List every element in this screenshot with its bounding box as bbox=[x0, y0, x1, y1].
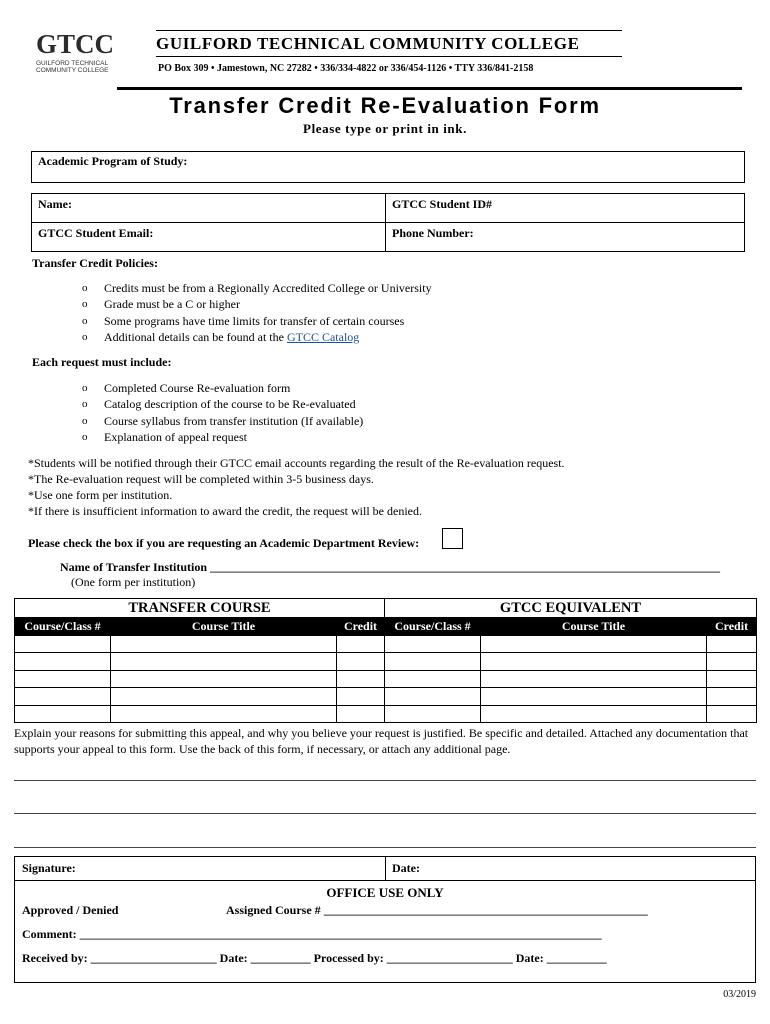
comment-row bbox=[22, 927, 602, 942]
received-by-input[interactable]: _____________________ bbox=[90, 951, 217, 965]
form-revision-date: 03/2019 bbox=[723, 989, 756, 1000]
signature-field[interactable]: Signature: bbox=[22, 861, 76, 875]
header-mid-rule bbox=[156, 56, 622, 57]
explain-line[interactable] bbox=[14, 780, 756, 781]
course-cell[interactable] bbox=[337, 705, 385, 723]
course-row bbox=[15, 688, 757, 706]
institution-input[interactable]: _____________________________________________________________________________________ bbox=[210, 560, 720, 574]
course-cell[interactable] bbox=[707, 705, 757, 723]
processed-by-input[interactable]: _____________________ bbox=[386, 951, 513, 965]
student-info-grid bbox=[31, 193, 745, 252]
col-header: Course/Class # bbox=[385, 618, 481, 636]
course-cell[interactable] bbox=[15, 635, 111, 653]
requirements-heading: Each request must include: bbox=[32, 355, 172, 369]
requirements-list bbox=[82, 380, 363, 445]
course-cell[interactable] bbox=[337, 688, 385, 706]
requirement-item: o Course syllabus from transfer institution (If available) bbox=[82, 413, 363, 429]
explain-line[interactable] bbox=[14, 813, 756, 814]
col-header: Course Title bbox=[111, 618, 337, 636]
note-line: *The Re-evaluation request will be completed within 3-5 business days. bbox=[28, 472, 374, 486]
course-row bbox=[15, 635, 757, 653]
notes-block bbox=[28, 455, 565, 519]
sig-col-divider bbox=[385, 857, 386, 880]
course-cell[interactable] bbox=[385, 653, 481, 671]
col-header: Course/Class # bbox=[15, 618, 111, 636]
policy-item: o Grade must be a C or higher bbox=[82, 296, 432, 312]
course-cell[interactable] bbox=[385, 670, 481, 688]
date-field[interactable]: Date: bbox=[392, 861, 420, 875]
course-cell[interactable] bbox=[481, 635, 707, 653]
name-field[interactable]: Name: bbox=[38, 197, 72, 211]
course-cell[interactable] bbox=[111, 670, 337, 688]
received-processed-row bbox=[22, 951, 607, 966]
sig-row-divider bbox=[15, 880, 755, 881]
policies-heading: Transfer Credit Policies: bbox=[32, 256, 158, 270]
policy-item: o Credits must be from a Regionally Accredited College or University bbox=[82, 280, 432, 296]
dept-review-checkbox[interactable] bbox=[442, 528, 463, 549]
received-date-input[interactable]: __________ bbox=[250, 951, 311, 965]
signature-office-box bbox=[14, 856, 756, 983]
course-cell[interactable] bbox=[481, 653, 707, 671]
course-row bbox=[15, 670, 757, 688]
course-cell[interactable] bbox=[15, 705, 111, 723]
program-field[interactable] bbox=[31, 151, 745, 183]
dept-review-label: Please check the box if you are requesting an Academic Department Review: bbox=[28, 536, 420, 550]
explain-line[interactable] bbox=[14, 847, 756, 848]
form-subtitle: Please type or print in ink. bbox=[303, 121, 467, 136]
policy-item bbox=[82, 329, 432, 345]
course-cell[interactable] bbox=[15, 688, 111, 706]
requirement-item: o Explanation of appeal request bbox=[82, 429, 363, 445]
approved-denied-label[interactable]: Approved / Denied bbox=[22, 903, 119, 917]
gtcc-equivalent-heading: GTCC EQUIVALENT bbox=[385, 599, 757, 618]
requirement-item: o Completed Course Re-evaluation form bbox=[82, 380, 363, 396]
course-cell[interactable] bbox=[707, 635, 757, 653]
header-divider bbox=[117, 87, 742, 90]
logo-subtext-1: GUILFORD TECHNICAL bbox=[36, 60, 109, 67]
processed-date-input[interactable]: __________ bbox=[546, 951, 607, 965]
course-table bbox=[14, 598, 757, 723]
course-cell[interactable] bbox=[337, 635, 385, 653]
grid-col-divider bbox=[385, 194, 386, 251]
processed-date-label: Date: bbox=[515, 951, 544, 965]
course-cell[interactable] bbox=[337, 670, 385, 688]
received-date-label: Date: bbox=[219, 951, 248, 965]
assigned-course-label: Assigned Course # bbox=[226, 903, 321, 917]
phone-field[interactable]: Phone Number: bbox=[392, 226, 474, 240]
processed-by-label: Processed by: bbox=[313, 951, 384, 965]
policy-item: o Some programs have time limits for transfer of certain courses bbox=[82, 313, 432, 329]
office-use-heading: OFFICE USE ONLY bbox=[326, 885, 444, 900]
comment-input[interactable]: _______________________________________________________________________________________ bbox=[79, 927, 602, 941]
course-row bbox=[15, 653, 757, 671]
course-cell[interactable] bbox=[707, 653, 757, 671]
program-label: Academic Program of Study: bbox=[38, 154, 188, 168]
course-cell[interactable] bbox=[15, 670, 111, 688]
assigned-course-input[interactable]: ______________________________________________________ bbox=[323, 903, 648, 917]
course-cell[interactable] bbox=[385, 705, 481, 723]
institution-label: Name of Transfer Institution bbox=[60, 560, 207, 574]
transfer-course-heading: TRANSFER COURSE bbox=[15, 599, 385, 618]
course-row bbox=[15, 705, 757, 723]
form-title: Transfer Credit Re-Evaluation Form bbox=[169, 93, 601, 118]
course-cell[interactable] bbox=[481, 670, 707, 688]
student-id-field[interactable]: GTCC Student ID# bbox=[392, 197, 493, 211]
gtcc-logo bbox=[36, 30, 126, 74]
course-cell[interactable] bbox=[111, 653, 337, 671]
course-cell[interactable] bbox=[385, 635, 481, 653]
comment-label: Comment: bbox=[22, 927, 77, 941]
received-by-label: Received by: bbox=[22, 951, 88, 965]
col-header: Credit bbox=[337, 618, 385, 636]
policies-list bbox=[82, 280, 432, 345]
col-header: Course Title bbox=[481, 618, 707, 636]
logo-wordmark: GTCC bbox=[36, 29, 115, 59]
email-field[interactable]: GTCC Student Email: bbox=[38, 226, 154, 240]
course-cell[interactable] bbox=[707, 670, 757, 688]
assigned-course-row bbox=[226, 903, 648, 918]
note-line: *Use one form per institution. bbox=[28, 488, 173, 502]
requirement-item: o Catalog description of the course to be Re-evaluated bbox=[82, 396, 363, 412]
course-cell[interactable] bbox=[337, 653, 385, 671]
course-cell[interactable] bbox=[481, 688, 707, 706]
course-cell[interactable] bbox=[111, 635, 337, 653]
gtcc-catalog-link[interactable]: GTCC Catalog bbox=[286, 329, 360, 344]
header-top-rule bbox=[156, 30, 622, 31]
institution-note: (One form per institution) bbox=[71, 575, 196, 589]
course-cell[interactable] bbox=[15, 653, 111, 671]
logo-subtext-2: COMMUNITY COLLEGE bbox=[36, 67, 109, 74]
policy-item-text: Additional details can be found at the bbox=[104, 329, 287, 344]
col-header: Credit bbox=[707, 618, 757, 636]
grid-row-divider bbox=[32, 222, 744, 223]
college-address: PO Box 309 • Jamestown, NC 27282 • 336/334-4822 or 336/454-1126 • TTY 336/841-2158 bbox=[158, 63, 534, 74]
institution-row bbox=[60, 560, 720, 575]
course-cell[interactable] bbox=[385, 688, 481, 706]
note-line: *If there is insufficient information to award the credit, the request will be denied. bbox=[28, 504, 422, 518]
course-cell[interactable] bbox=[111, 688, 337, 706]
course-cell[interactable] bbox=[111, 705, 337, 723]
college-name: GUILFORD TECHNICAL COMMUNITY COLLEGE bbox=[156, 34, 580, 53]
course-cell[interactable] bbox=[707, 688, 757, 706]
explain-instructions: Explain your reasons for submitting this appeal, and why you believe your request is justified. Be specific and detailed. Attached any documentation that supports your appeal to this form. Use the back of this form, if necessary, or attach any additional page. bbox=[14, 726, 749, 756]
note-line: *Students will be notified through their GTCC email accounts regarding the result of the Re-evaluation request. bbox=[28, 456, 565, 470]
course-rows bbox=[15, 635, 757, 723]
course-cell[interactable] bbox=[481, 705, 707, 723]
